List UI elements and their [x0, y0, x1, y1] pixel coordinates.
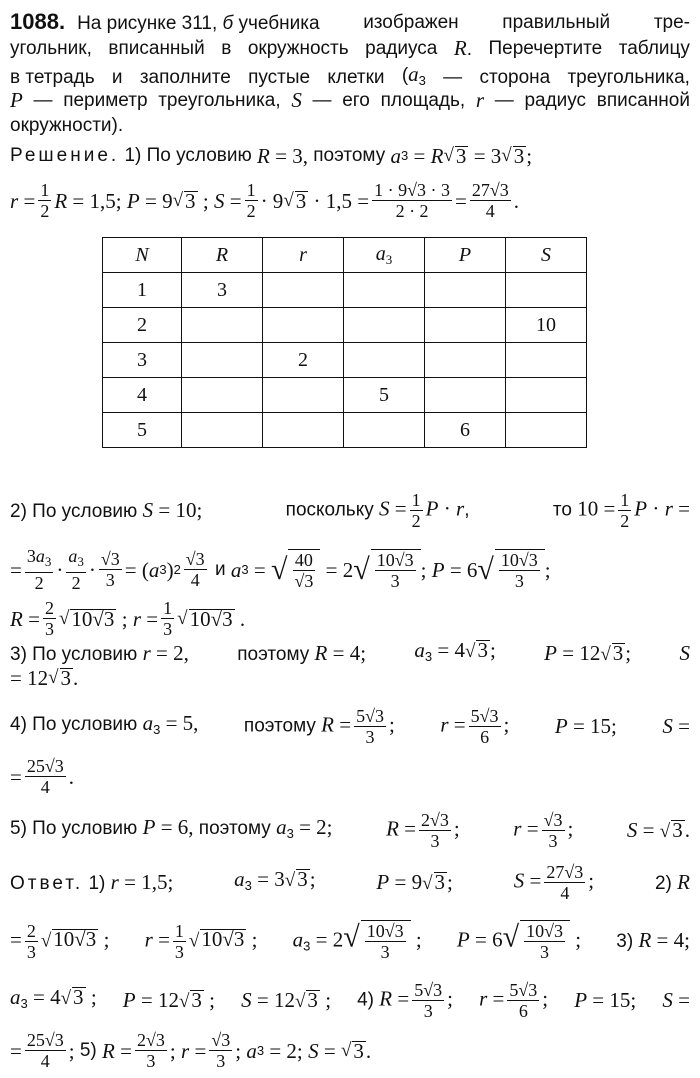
answer-line-2: = $\frac{2}{3}$ √10√3 ; r = $\frac{1}{3}$ √10√3 ; $a_3 = 2√$ $\frac{10√3}{3}$ ; P = 6√ $\frac{10√3}{3}$ ; 3) R = 4;	[10, 920, 690, 962]
solution-line-2: r = $\frac{1}{2}$ R = 1,5; P = 9 √ 3 ; S = $\frac{1}{2}$ · 9 √ 3 · 1,5 = $\frac{1 \cdot 9√3 \cdot 3}{2 \cdot 2}$ = $\frac{27√3}{4}$ .	[10, 180, 519, 221]
problem-line-2: угольник, вписанный в окружность радиуса R. Перечертите таблицу	[10, 36, 690, 60]
solution-step-3-line-1: 3) По условию r = 2, поэтому R = 4; $a_3 = 4√3$; P = 12√3; S	[10, 638, 690, 665]
table-cell	[263, 308, 344, 343]
table-cell	[506, 378, 587, 413]
answer-line-1: Ответ. 1) r = 1,5; $a_3 = 3√3$; P = 9√3; S = $\frac{27√3}{4}$ ; 2) R	[10, 862, 690, 903]
table-cell	[425, 378, 506, 413]
table-cell: 1	[103, 273, 182, 308]
table-header: N	[103, 238, 182, 273]
problem-line-5: окружности).	[10, 115, 124, 136]
table-cell	[263, 273, 344, 308]
problem-line-3: в тетрадь и заполните пустые клетки ($a_3$ — сторона треугольника,	[10, 62, 690, 88]
table-cell: 5	[103, 413, 182, 448]
table-cell: 6	[425, 413, 506, 448]
table-cell	[182, 308, 263, 343]
table-row	[103, 378, 587, 413]
problem-line-4: P — периметр треугольника, S — его площадь, r — радиус вписанной	[10, 88, 690, 112]
table-header: P	[425, 238, 506, 273]
solution-step-2-line-3: R = $\frac{2}{3}$ √ 10√3 ; r = $\frac{1}{3}$ √ 10√3 .	[10, 598, 246, 639]
table-cell: 3	[182, 273, 263, 308]
table-cell	[425, 273, 506, 308]
table-cell	[425, 308, 506, 343]
table-header: $a_3$	[344, 238, 425, 273]
table-cell	[344, 413, 425, 448]
table-cell	[263, 413, 344, 448]
table-cell: 3	[103, 343, 182, 378]
table-row	[103, 308, 587, 343]
answer-line-3: $a_3 = 4√3$ ; P = 12√3 ; S = 12√3 ; 4) R = $\frac{5√3}{3}$ ; r = $\frac{5√3}{6}$ ; P = 15; S =	[10, 980, 690, 1021]
answer-line-4: = $\frac{25√3}{4}$ ; 5) R = $\frac{2√3}{3}$ ; r = $\frac{√3}{3}$ ; a 3 = 2; S = √ 3 .	[10, 1030, 372, 1071]
table-cell	[182, 378, 263, 413]
table-header: S	[506, 238, 587, 273]
table-cell	[344, 308, 425, 343]
table-cell	[263, 378, 344, 413]
table-cell	[182, 343, 263, 378]
table-cell	[344, 273, 425, 308]
table-header: r	[263, 238, 344, 273]
table-cell: 10	[506, 308, 587, 343]
table-cell	[344, 343, 425, 378]
solution-step-4-line-1: 4) По условию $a_3 = 5$, поэтому R = $\frac{5√3}{3}$ ; r = $\frac{5√3}{6}$ ; P = 15; S =	[10, 706, 690, 747]
table-cell	[425, 343, 506, 378]
answer-heading: Ответ.	[10, 872, 84, 894]
table-header: R	[182, 238, 263, 273]
table-cell: 5	[344, 378, 425, 413]
problem-number: 1088.	[10, 9, 66, 34]
solution-step-2-line-2: = $\frac{3a_3}{2}$ · $\frac{a_3}{2}$ · $\frac{√3}{3}$ = ( a 3 ) 2 $\frac{√3}{4}$ и a 3 = √ $\frac{40}{√3}$ = 2 √ $\frac{10√3}{3}$ ; P = 6 √ $\frac{10√3}{3}$ ;	[10, 546, 551, 593]
solution-heading: Решение.	[10, 145, 120, 166]
solution-step-2-line-1: 2) По условию S = 10; поскольку S = $\frac{1}{2}$ P · r, то 10 = $\frac{1}{2}$ P · r =	[10, 490, 690, 531]
table-cell: 4	[103, 378, 182, 413]
table-row	[103, 413, 587, 448]
table-cell	[506, 273, 587, 308]
solution-step-4-line-2: = $\frac{25√3}{4}$ .	[10, 756, 74, 797]
table-row	[103, 343, 587, 378]
table-row	[103, 273, 587, 308]
table-cell: 2	[263, 343, 344, 378]
values-table	[102, 237, 587, 448]
solution-step-5-line-1: 5) По условию P = 6, поэтому $a_3 = 2$; R = $\frac{2√3}{3}$ ; r = $\frac{√3}{3}$ ; S = √3.	[10, 810, 690, 851]
table-cell	[506, 343, 587, 378]
table-cell	[506, 413, 587, 448]
solution-step-3-line-2: = 12 √ 3 .	[10, 666, 79, 690]
table-header-row	[103, 238, 587, 273]
solution-line-1: Решение. 1) По условию R = 3, поэтому a 3 = R √ 3 = 3 √ 3 ;	[10, 144, 533, 168]
problem-line-1: 1088. На рисунке 311, б учебника изображен правильный тре-	[10, 9, 690, 34]
table-cell	[182, 413, 263, 448]
table-cell: 2	[103, 308, 182, 343]
